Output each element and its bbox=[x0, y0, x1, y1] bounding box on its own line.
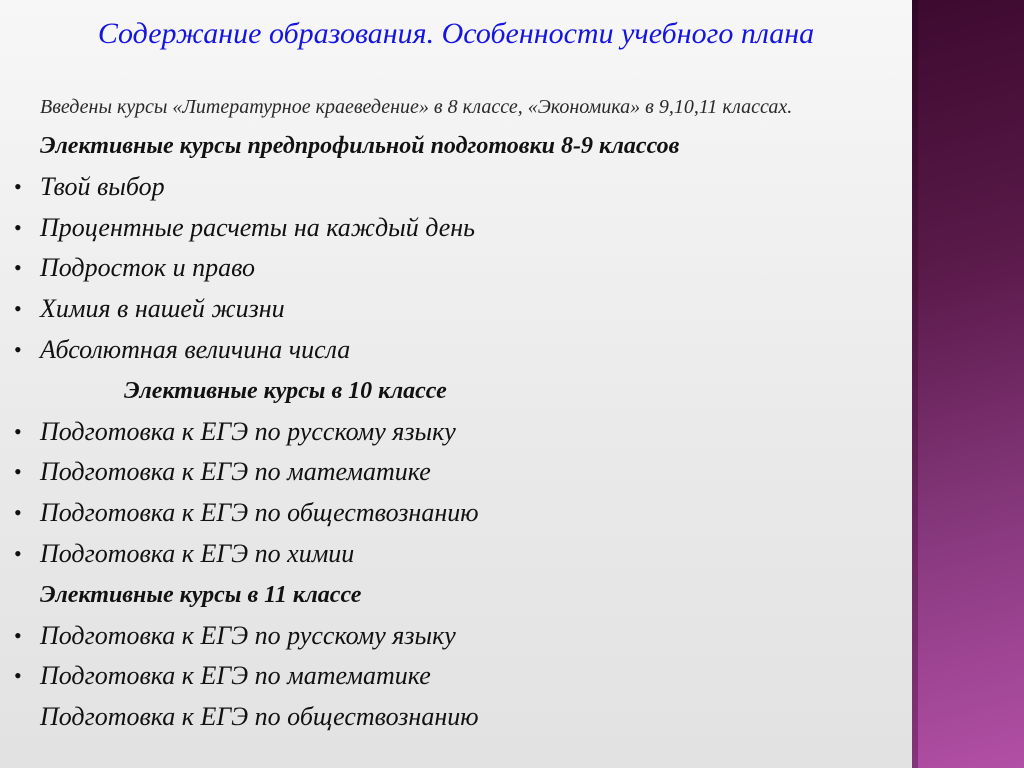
list-item bbox=[0, 330, 960, 371]
list-item bbox=[0, 289, 960, 330]
bullet-icon: • bbox=[14, 173, 22, 199]
section-heading-text: Элективные курсы в 10 классе bbox=[124, 377, 447, 404]
list-item-text: Подготовка к ЕГЭ по обществознанию bbox=[40, 702, 479, 732]
bullet-icon: • bbox=[14, 418, 22, 444]
bullet-icon: • bbox=[14, 214, 22, 240]
list-item-text: Подросток и право bbox=[40, 253, 256, 283]
bullet-icon: • bbox=[14, 296, 22, 322]
list-item bbox=[0, 167, 960, 208]
section-heading bbox=[0, 126, 960, 167]
list-item bbox=[0, 616, 960, 657]
list-item bbox=[0, 656, 960, 697]
list-item bbox=[0, 452, 960, 493]
bullet-icon: • bbox=[14, 663, 22, 689]
bullet-icon: • bbox=[14, 255, 22, 281]
list-item bbox=[0, 493, 960, 534]
intro-line bbox=[0, 88, 960, 126]
list-item-text: Химия в нашей жизни bbox=[40, 294, 285, 324]
list-item-text: Подготовка к ЕГЭ по обществознанию bbox=[40, 498, 479, 528]
list-item-text: Твой выбор bbox=[40, 171, 165, 201]
bullet-icon: • bbox=[14, 336, 22, 362]
list-item bbox=[0, 248, 960, 289]
bullet-icon: • bbox=[14, 500, 22, 526]
list-item-text: Процентные расчеты на каждый день bbox=[40, 212, 475, 242]
slide-content bbox=[0, 88, 960, 738]
list-item-text: Подготовка к ЕГЭ по математике bbox=[40, 457, 431, 487]
list-item-text: Подготовка к ЕГЭ по русскому языку bbox=[40, 416, 456, 446]
list-item bbox=[0, 208, 960, 249]
list-item bbox=[0, 534, 960, 575]
bullet-icon: • bbox=[14, 622, 22, 648]
list-item-text: Подготовка к ЕГЭ по русскому языку bbox=[40, 620, 456, 650]
list-item-text: Абсолютная величина числа bbox=[40, 334, 351, 364]
section-heading bbox=[0, 371, 960, 412]
section-heading-text: Элективные курсы в 11 классе bbox=[40, 581, 362, 608]
bullet-icon: • bbox=[14, 540, 22, 566]
list-item bbox=[0, 697, 960, 738]
section-heading-text: Элективные курсы предпрофильной подготовки 8-9 классов bbox=[40, 133, 680, 159]
bullet-icon: • bbox=[14, 459, 22, 485]
slide-title: Содержание образования. Особенности учебного плана bbox=[97, 17, 815, 50]
section-heading bbox=[0, 575, 960, 616]
list-item-text: Подготовка к ЕГЭ по математике bbox=[40, 661, 431, 691]
list-item bbox=[0, 412, 960, 453]
intro-text: Введены курсы «Литературное краеведение» в 8 классе, «Экономика» в 9,10,11 классах. bbox=[40, 96, 793, 118]
list-item-text: Подготовка к ЕГЭ по химии bbox=[40, 538, 355, 568]
